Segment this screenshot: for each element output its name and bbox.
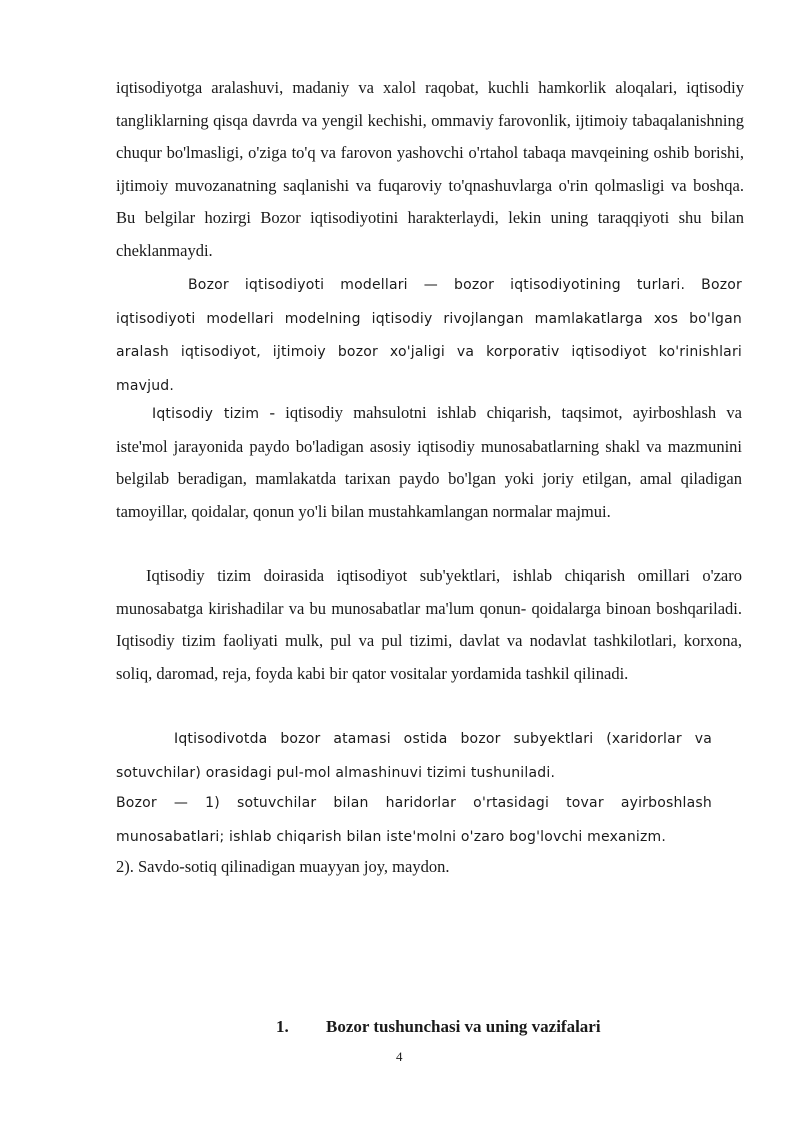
term-economic-system: Iqtisodiy tizim bbox=[152, 406, 260, 422]
section-heading-text: Bozor tushunchasi va uning vazifalari bbox=[326, 1017, 601, 1036]
paragraph-economic-system-definition bbox=[116, 397, 742, 528]
paragraph-market-term-text: atamasi ostida bozor subyektlari (xaridorlar va sotuvchilar) orasidagi pul-mol almashinuvi tizimi tushuniladi. bbox=[116, 731, 712, 781]
paragraph-market-definition-text: — 1) sotuvchilar bilan haridorlar o'rtasidagi tovar ayirboshlash munosabatlari; ishlab chiqarish bilan iste'molni o'zaro bog'lovchi mexanizm. bbox=[116, 795, 712, 845]
section-heading bbox=[276, 1015, 601, 1039]
paragraph-market-definition bbox=[116, 786, 712, 853]
term-market: bozor bbox=[280, 731, 321, 747]
paragraph-market-term bbox=[116, 722, 712, 789]
paragraph-market-economy-models-text: — bozor iqtisodiyotining turlari. Bozor iqtisodiyoti modellari modelning iqtisodiy rivojlangan mamlakatlarga xos bo'lgan aralash iqtisodiyot, ijtimoiy bozor xo'jaligi va korporativ iqtisodiyot ko'rinishlari mavjud. bbox=[116, 277, 742, 394]
paragraph-market-term-start: Iqtisodivotda bbox=[174, 731, 281, 747]
section-heading-number: 1. bbox=[276, 1017, 289, 1036]
page-number: 4 bbox=[396, 1049, 403, 1064]
term-market-definition: Bozor bbox=[116, 795, 157, 811]
paragraph-economic-system-definition-text: - iqtisodiy mahsulotni ishlab chiqarish, taqsimot, ayirboshlash va iste'mol jarayonida paydo bo'ladigan asosiy iqtisodiy munosabatlarning shakl va mazmunini belgilab beradigan, mamlakatda tarixan paydo bo'lgan yoki joriy etilgan, amal qiladigan tamoyillar, qoidalar, qonun yo'li bilan mustahkamlangan normalar majmui. bbox=[116, 403, 742, 521]
paragraph-market-economy-features: iqtisodiyotga aralashuvi, madaniy va xalol raqobat, kuchli hamkorlik aloqalari, iqtisodiy tangliklarning qisqa davrda va yengil kechishi, ommaviy farovonlik, ijtimoiy tabaqalanishning chuqur bo'lmasligi, o'ziga to'q va farovon yashovchi o'rtahol tabaqa mavqeining oshib borishi, ijtimoiy muvozanatning saqlanishi va fuqaroviy to'qnashuvlarga o'rin qolmasligi va boshqa. Bu belgilar hozirgi Bozor iqtisodiyotini harakterlaydi, lekin uning taraqqiyoti shu bilan cheklanmaydi. bbox=[116, 78, 744, 260]
paragraph-market-economy-models bbox=[116, 268, 742, 402]
paragraph-economic-system-subjects: Iqtisodiy tizim doirasida iqtisodiyot sub'yektlari, ishlab chiqarish omillari o'zaro munosabatga kirishadilar va bu munosabatlar ma'lum qonun- qoidalarga binoan boshqariladi. Iqtisodiy tizim faoliyati mulk, pul va pul tizimi, davlat va nodavlat tashkilotlari, korxona, soliq, daromad, reja, foyda kabi bir qator vositalar yordamida tashkil qilinadi. bbox=[116, 566, 742, 683]
term-market-economy-models: Bozor iqtisodiyoti modellari bbox=[188, 277, 408, 293]
paragraph-market-place: 2). Savdo-sotiq qilinadigan muayyan joy, maydon. bbox=[116, 857, 450, 876]
